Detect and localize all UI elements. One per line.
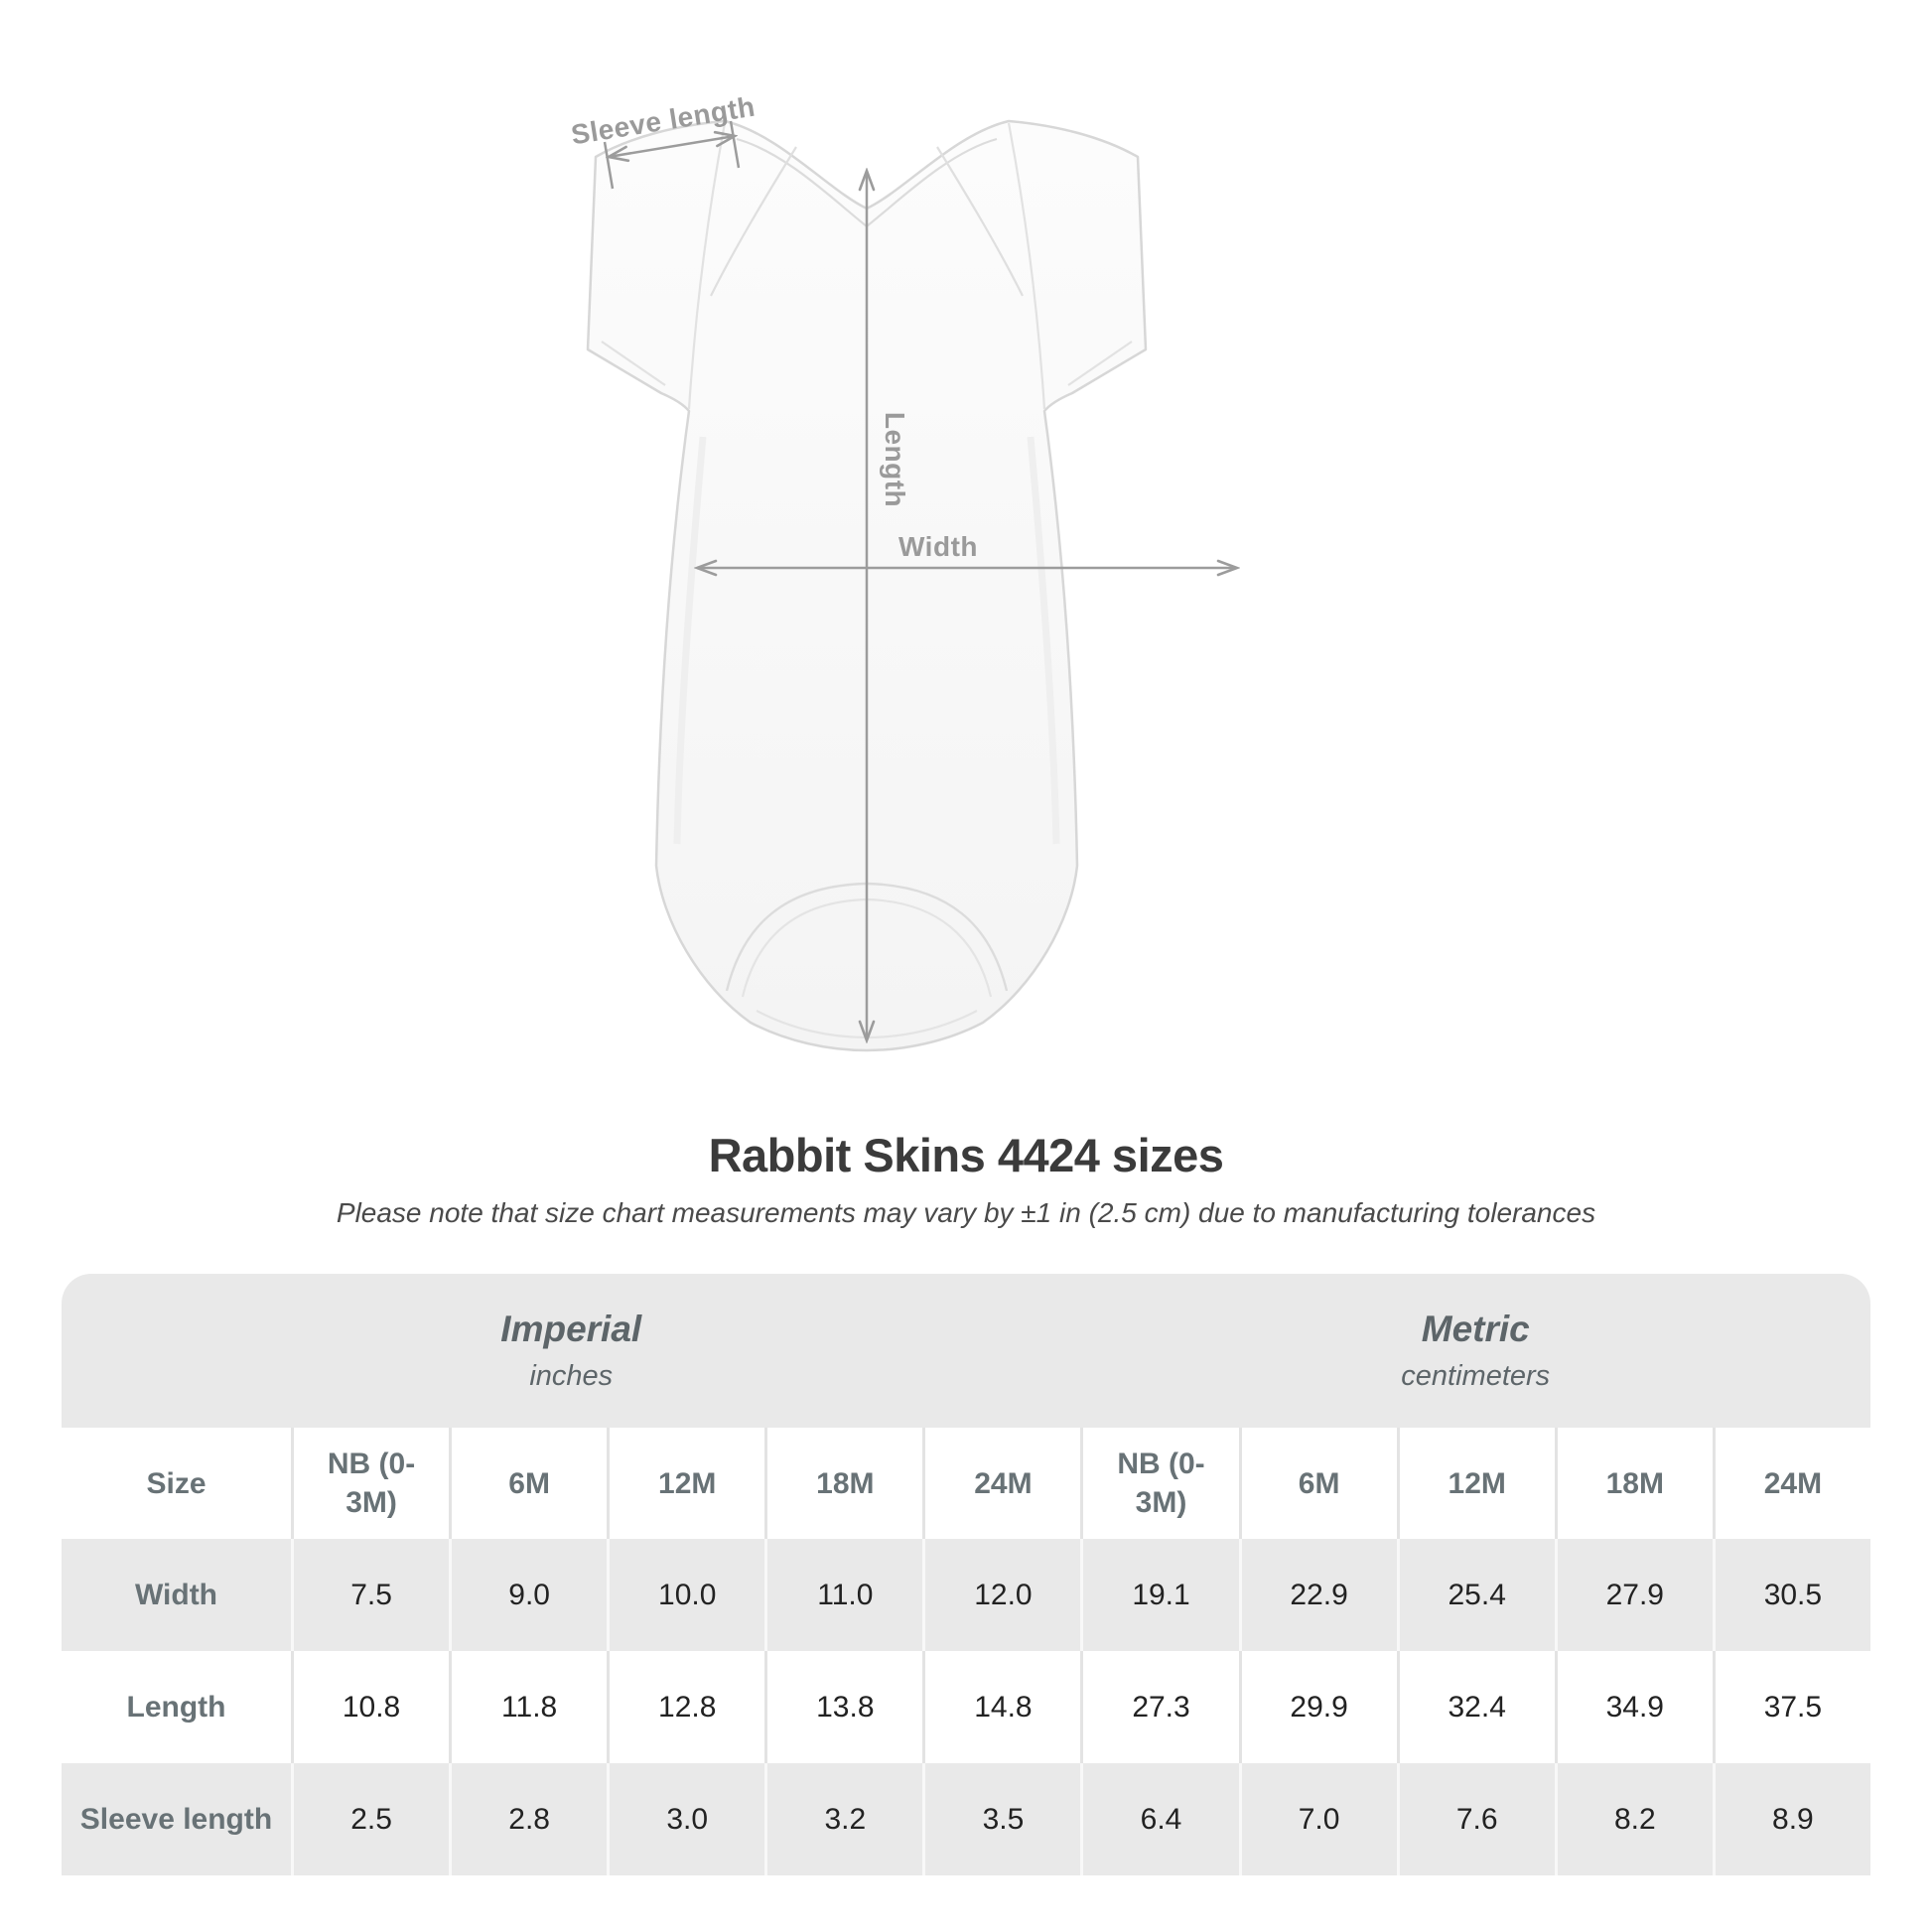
value-cell bbox=[449, 1651, 607, 1763]
value-cell bbox=[607, 1651, 764, 1763]
value: 7.0 bbox=[1298, 1802, 1340, 1836]
table-header-row bbox=[62, 1428, 1870, 1539]
value-cell bbox=[1555, 1651, 1713, 1763]
value-cell bbox=[449, 1763, 607, 1875]
value-cell bbox=[1713, 1763, 1870, 1875]
unit-band bbox=[62, 1274, 1870, 1428]
header-cell bbox=[449, 1428, 607, 1539]
header-cell bbox=[1713, 1428, 1870, 1539]
value: 27.9 bbox=[1605, 1578, 1664, 1611]
value: 3.2 bbox=[824, 1802, 867, 1836]
value-cell bbox=[449, 1539, 607, 1651]
row-label: Length bbox=[126, 1690, 226, 1724]
size-column-header: Size bbox=[146, 1466, 207, 1500]
row-label-cell bbox=[62, 1651, 291, 1763]
header-cell bbox=[922, 1428, 1080, 1539]
column-header: 6M bbox=[508, 1466, 550, 1500]
value: 8.9 bbox=[1772, 1802, 1814, 1836]
value: 11.0 bbox=[817, 1578, 874, 1611]
value-cell bbox=[291, 1651, 449, 1763]
value-cell bbox=[764, 1651, 922, 1763]
value: 7.5 bbox=[350, 1578, 392, 1611]
value: 25.4 bbox=[1448, 1578, 1506, 1611]
value: 30.5 bbox=[1763, 1578, 1823, 1611]
value: 14.8 bbox=[974, 1690, 1033, 1724]
imperial-label: Imperial bbox=[500, 1309, 642, 1349]
value-cell bbox=[922, 1539, 1080, 1651]
imperial-band bbox=[62, 1274, 1081, 1428]
width-dim-label: Width bbox=[898, 531, 978, 562]
metric-band bbox=[1081, 1274, 1871, 1428]
value-cell bbox=[1555, 1539, 1713, 1651]
row-label: Width bbox=[134, 1578, 218, 1611]
value-cell bbox=[291, 1539, 449, 1651]
sleeve-length-dim-label: Sleeve length bbox=[569, 90, 758, 151]
table-row-length bbox=[62, 1651, 1870, 1763]
bodysuit-illustration bbox=[427, 60, 1261, 1092]
column-header: 6M bbox=[1298, 1466, 1340, 1500]
value: 27.3 bbox=[1132, 1690, 1190, 1724]
tolerance-note: Please note that size chart measurements may vary by ±1 in (2.5 cm) due to manufacturing tolerances bbox=[336, 1197, 1596, 1228]
value: 6.4 bbox=[1140, 1802, 1182, 1836]
value-cell bbox=[1080, 1539, 1238, 1651]
column-header: 18M bbox=[816, 1466, 875, 1500]
value: 12.0 bbox=[974, 1578, 1033, 1611]
value: 13.8 bbox=[816, 1690, 875, 1724]
value: 10.0 bbox=[658, 1578, 717, 1611]
value-cell bbox=[291, 1763, 449, 1875]
column-header: 12M bbox=[1448, 1466, 1506, 1500]
value-cell bbox=[1239, 1763, 1397, 1875]
header-cell bbox=[291, 1428, 449, 1539]
value-cell bbox=[922, 1651, 1080, 1763]
row-label-cell bbox=[62, 1539, 291, 1651]
imperial-unit: inches bbox=[529, 1360, 614, 1392]
column-header: 12M bbox=[658, 1466, 717, 1500]
value: 22.9 bbox=[1290, 1578, 1348, 1611]
header-cell bbox=[1555, 1428, 1713, 1539]
value-cell bbox=[1713, 1539, 1870, 1651]
column-header: NB (0-3M) bbox=[1117, 1448, 1205, 1519]
value: 12.8 bbox=[658, 1690, 717, 1724]
size-table bbox=[62, 1274, 1870, 1875]
value: 29.9 bbox=[1290, 1690, 1348, 1724]
value: 3.5 bbox=[982, 1802, 1025, 1836]
value: 19.1 bbox=[1132, 1578, 1190, 1611]
value: 10.8 bbox=[342, 1690, 401, 1724]
row-label-cell bbox=[62, 1763, 291, 1875]
value-cell bbox=[764, 1539, 922, 1651]
value-cell bbox=[607, 1763, 764, 1875]
value: 32.4 bbox=[1448, 1690, 1506, 1724]
value-cell bbox=[1239, 1539, 1397, 1651]
column-header: 18M bbox=[1605, 1466, 1664, 1500]
value: 34.9 bbox=[1605, 1690, 1664, 1724]
header-cell bbox=[607, 1428, 764, 1539]
value-cell bbox=[1397, 1651, 1555, 1763]
length-dim-label: Length bbox=[880, 411, 910, 508]
value-cell bbox=[1080, 1651, 1238, 1763]
page-title: Rabbit Skins 4424 sizes bbox=[708, 1129, 1224, 1181]
table-row-width bbox=[62, 1539, 1870, 1651]
metric-label: Metric bbox=[1421, 1309, 1530, 1349]
value: 9.0 bbox=[508, 1578, 550, 1611]
value: 7.6 bbox=[1455, 1802, 1498, 1836]
value: 11.8 bbox=[501, 1690, 558, 1724]
header-cell bbox=[1239, 1428, 1397, 1539]
header-cell bbox=[1080, 1428, 1238, 1539]
value-cell bbox=[1397, 1763, 1555, 1875]
table-row-sleeve-length bbox=[62, 1763, 1870, 1875]
row-label: Sleeve length bbox=[79, 1802, 273, 1836]
column-header: 24M bbox=[974, 1466, 1033, 1500]
value-cell bbox=[607, 1539, 764, 1651]
value-cell bbox=[1080, 1763, 1238, 1875]
header-cell bbox=[764, 1428, 922, 1539]
column-header: 24M bbox=[1763, 1466, 1823, 1500]
header-cell bbox=[1397, 1428, 1555, 1539]
value: 2.5 bbox=[350, 1802, 392, 1836]
value-cell bbox=[1239, 1651, 1397, 1763]
value: 3.0 bbox=[666, 1802, 709, 1836]
value: 2.8 bbox=[508, 1802, 550, 1836]
value: 37.5 bbox=[1763, 1690, 1823, 1724]
value-cell bbox=[922, 1763, 1080, 1875]
value-cell bbox=[1555, 1763, 1713, 1875]
value-cell bbox=[1713, 1651, 1870, 1763]
metric-unit: centimeters bbox=[1401, 1360, 1551, 1392]
value-cell bbox=[764, 1763, 922, 1875]
value-cell bbox=[1397, 1539, 1555, 1651]
column-header: NB (0-3M) bbox=[327, 1448, 416, 1519]
value: 8.2 bbox=[1613, 1802, 1656, 1836]
size-header-cell bbox=[62, 1428, 291, 1539]
